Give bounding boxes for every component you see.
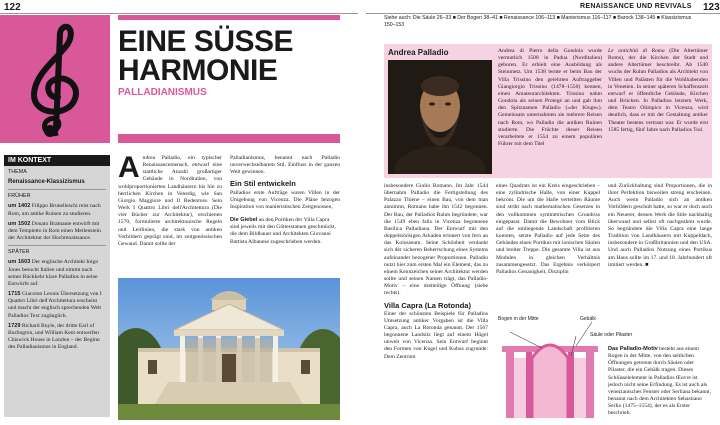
- article-subtitle: PALLADIANISMUS: [118, 87, 207, 98]
- article-title-line2: HARMONIE: [118, 54, 278, 87]
- biography-text-2: Le antichità di Roma (Die Altertümer Roms), der die Kirchen der Stadt und andere Altertümer beschreibt. Ab 1540 wuchs der Ruhm Palladios als Architekt von Villen und Palästen für die Wohlhabenden in Venetien. In seiner späteren Schaffenszeit entwarf er öffentliche Gebäude, Kirchen und Brücken. In Palladios letztem Werk, dem Teatro Olimpico in Vicenza, wird deutlich, dass er mit der Gestaltung antiker Theater bestens vertraut war. Er wurde erst 1585 fertig, fünf Jahre nach Palladios Tod.: [608, 48, 709, 133]
- see-also: Siehe auch: Die Säule 26–33 ■ Der Bogen 38–41 ■ Renaissance 106–113 ■ Manierismus 116–117 ■ Barock 138–145 ■ Klassizismus 150–153: [384, 15, 692, 28]
- article-title-line1: EINE SÜSSE: [118, 25, 294, 58]
- biography-text-1: Andrea di Pietro della Gondola wurde vermutlich 1508 in Padua (Norditalien) geboren. Er erhielt eine Ausbildung als Steinmetz. Um 1538 lernte er beim Bau der Villa Trissino den gelehrten Auftraggeber Giangiorgio Trissino (1478–1550) kennen, einen Amateurarchitekten. Trissino nahm Gondola als seinen Protegé an und gab ihm den Spitznamen Palladio (»der Kluge«). Gemeinsam unternahmen sie mehrere Reisen nach Rom, wo Palladio die antiken Ruinen studierte. Die Früchte dieser Reisen verarbeitete er 1554 zu einem populären Führer mit dem Titel: [498, 48, 602, 148]
- title-bottom-bar: [118, 134, 340, 143]
- label-columns: Säule oder Pilaster: [590, 332, 633, 338]
- motif-caption: Das Palladio-Motiv besteht aus einem Bogen in der Mitte, von den seitlichen Öffnungen getrennt durch Säulen oder Pilaster, die ein Gebälk tragen. Dieses Schlüsselelement in Palladios Œuvre ist jedoch nicht seine Erfindung. Es ist auch als venezianisches Fenster oder Serliana bekannt, benannt nach dem Architekten Sebastiano Serlio (1475–1554), der es als Erster beschrieb.: [608, 346, 711, 417]
- article-title: [118, 27, 293, 85]
- subheading-stil: Ein Stil entwickeln: [230, 179, 296, 189]
- label-entablature: Gebälk: [580, 316, 596, 322]
- earlier-label: FRÜHER: [8, 193, 31, 200]
- context-heading: IM KONTEXT: [4, 155, 110, 166]
- earlier-item-1: um 1402 Filippo Brunelleschi reist nach Rom, um antike Ruinen zu studieren.: [8, 203, 101, 217]
- subheading-villa-capra: Villa Capra (La Rotonda): [384, 300, 471, 310]
- right-header-rule: [366, 13, 720, 14]
- villa-capra-photo: [118, 278, 340, 420]
- earlier-item-2: um 1502 Donato Bramante entwirft mit dem Tempietto in Rom einen Meilenstein der Architektur der Hochrenaissance.: [8, 220, 101, 242]
- right-page-number: 123: [703, 2, 720, 13]
- left-page-number: 122: [4, 2, 21, 13]
- right-column-1-text-b: Einer der schönsten Beispiele für Palladios Umsetzung antiker Vorgaben ist die Villa Capra, auch La Rotonda genannt. Der 1567 begonnene Landsitz liegt auf einem Hügel unweit von Vicenza. Sein Entwurf beginnt den Formen von Kugel und Kubus zugrunde: Dem Zentrum: [384, 310, 488, 360]
- main-column-1-text: ndrea Palladio, ein typischer Renaissancemensch, entwarf eine stattliche Anzahl großartiger Gebäude in Norditalien, von wohlproportionierten Landhäusern bis hin zu herrlichen Kirchen in Venedig, wie San Giorgio Maggiore und Il Redentore. Sein Werk I Quattro Libri dell'Architettura (Die vier Bücher zur Architektur), erschienen 1570, formulierte architektonische Regeln und Leitlinien, die stark von antiken Vorbildern geprägt sind, im zeitgenössischen Gewand. Damit sollte der: [118, 155, 222, 247]
- main-column-1: [118, 151, 222, 248]
- treble-clef-icon: [0, 15, 110, 143]
- right-column-2: eines Quadrats ist ein Kreis eingeschrieben – eine zylindrische Halle, von einer Kuppel bekrönt. Die um die Halle verteilten Räume sind strikt nach mathematischen Gesetzen in den vollkommen symmetrischen Grundriss eingepasst. Damit die Bewohner vom Blick auf die umliegende Landschaft profitieren konnten, setzte Palladio auf jede Seite des Gebäudes einen Portikus mit ionischen Säulen und breiter Treppe. Die gesamte Villa ist aus Modulen in gleichen Verhältnis zusammengesetzt. Das Ergebnis verkörpert Palladios Genauigkeit, Disziplin: [496, 183, 600, 275]
- title-top-bar: [118, 15, 340, 20]
- left-header-rule: [0, 13, 358, 14]
- main-column-2-top: Palladianismus, benannt nach Palladio unverwechselbarem Stil, Einfluss in der ganzen Welt gewinnen.: [230, 155, 340, 176]
- later-label: SPÄTER: [8, 245, 106, 256]
- theme-value: Renaissance-Klassizismus: [8, 179, 106, 190]
- label-arch: Bogen in der Mitte: [498, 316, 539, 322]
- later-item-1: um 1603 Der englische Architekt Inigo Jones besucht Italien und nimmt nach seiner Rückkehr klare Palladios in seine Entwürfe auf.: [8, 259, 99, 287]
- villa-caption: Die Giebel an den Portiken der Villa Capra sind jeweils mit den Götterstatuen geschmückt, die dem Bildhauer und Architekten Giovanni Battista Albanese zugeschrieben werden.: [230, 217, 336, 245]
- main-column-2: [230, 155, 340, 246]
- dropcap: A: [118, 151, 140, 184]
- right-column-1: [384, 183, 488, 361]
- section-header: RENAISSANCE UND REVIVALS: [580, 3, 692, 10]
- theme-label: THEMA: [8, 169, 27, 175]
- context-box: [4, 155, 110, 417]
- main-column-2-body: Palladios erste Aufträge waren Villen in der Umgebung von Vicenza. Die Pläne bezogen Inspiration von manieristischen Zeitgenossen,: [230, 189, 340, 210]
- right-column-1-text: insbesondere Giulio Romano. Im Jahr 1544 übernahm Palladio die Fertigstellung des Palazzo Thiene – einen Bau, von dem man annimmt, Romano habe ihn 1542 begonnen. Der Bau, der Palladios Ruhm begründete, war die 1549 eben falls in Vicenza begonnene Basilica Palladiana. Der Entwurf mit den doppelstöckigen Arkaden erinnert von fern an das Kolosseum. Seine Schönheit verdankt sich der sicheren Beherrschung eines Systems aufeinander bezogener Proportionen. Palladio nutzt hier zum ersten Mal ein Element, das zu einem Kennzeichen seiner Architektur werden sollte und seinen Namen trägt, das Palladio-Motiv – eine dreiteilige Öffnung (siehe rechts).: [384, 183, 488, 297]
- later-item-2: 1715 Giacomo Leonis Übersetzung von I Quattro Libri dell'Architettura erscheint und macht der englisch sprechenden Welt Palladios Text zugänglich.: [8, 291, 102, 319]
- palladio-motif-diagram: [496, 312, 604, 420]
- palladio-portrait: [388, 60, 492, 174]
- biography-title: Andrea Palladio: [388, 48, 449, 57]
- right-column-3: und Zurückhaltung sind Proportionen, die in ihrer Perfektion bisweilen streng erscheinen. Auch wenn Palladio sich an antiken Vorbildern geschult hatte, so war er doch auch ein Neuerer, dessen Werk die Stile nachhaltig überwand und selbst oft nachgeahmt wurde. So begründete die Villa Capra eine lange Tradition von Landhäusern mit Kuppeldach, insbesondere in Großbritannien und den USA. Und auch Palladios Nutzung eines Portikus am Haus sollte im 17. und 18. Jahrhundert oft imitiert werden. ■: [608, 183, 712, 268]
- treble-clef-panel: [0, 15, 110, 143]
- later-item-3: 1729 Richard Boyle, der dritte Earl of Burlington, und William Kent entwerfen Chiswick House in London – der Beginn des Palladianismus in England.: [8, 322, 100, 351]
